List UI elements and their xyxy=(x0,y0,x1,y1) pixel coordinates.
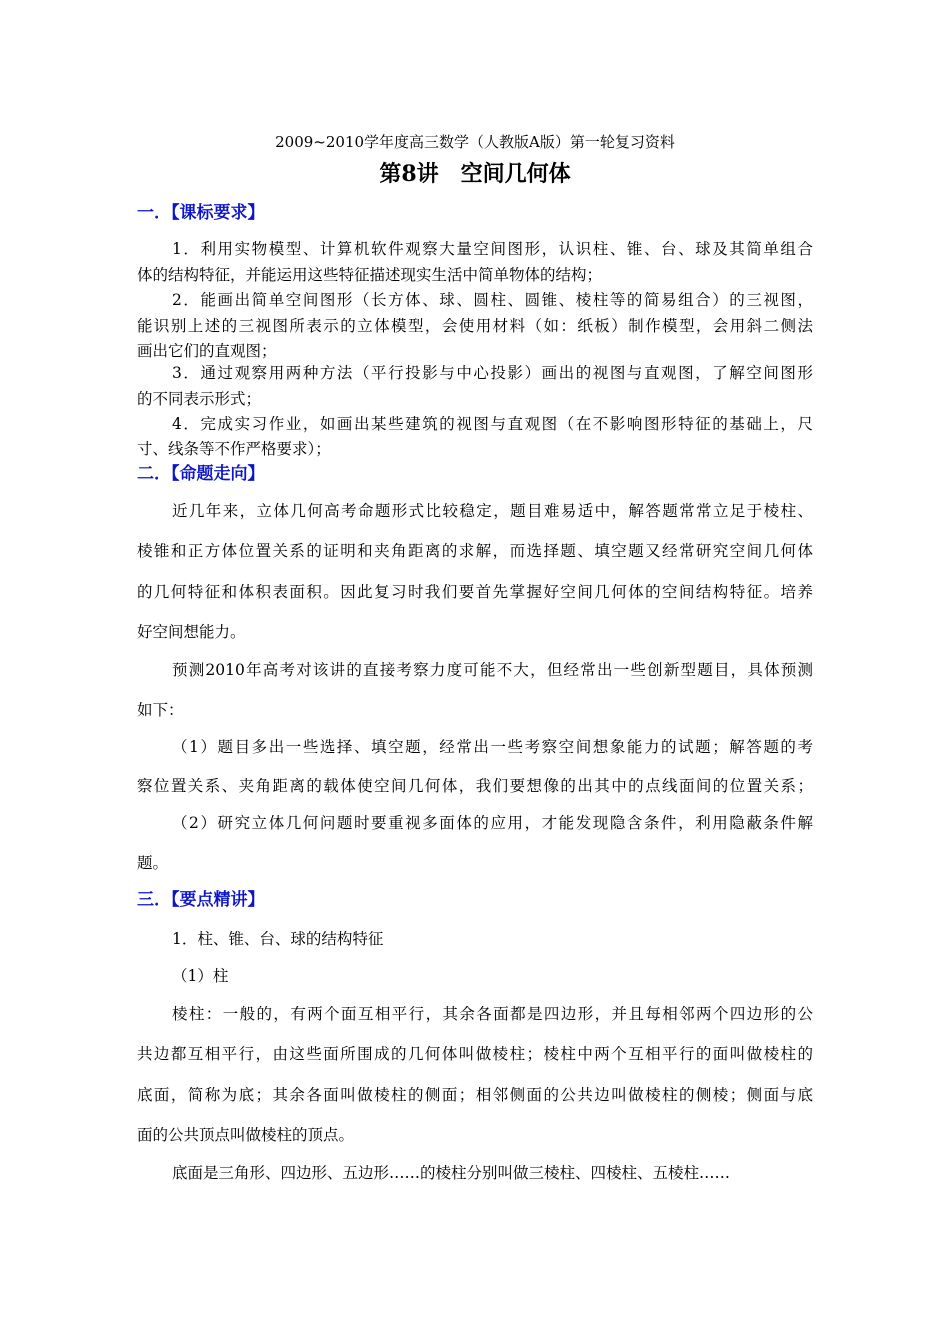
paragraph-line: 3．通过观察用两种方法（平行投影与中心投影）画出的视图与直观图，了解空间图形 xyxy=(172,364,813,382)
paragraph-line: 好空间想能力。 xyxy=(137,623,246,641)
paragraph-line: 棱锥和正方体位置关系的证明和夹角距离的求解，而选择题、填空题又经常研究空间几何体 xyxy=(137,542,813,560)
paragraph-line: （1）题目多出一些选择、填空题，经常出一些考察空间想象能力的试题；解答题的考 xyxy=(172,738,813,756)
paragraph-line: 画出它们的直观图； xyxy=(137,342,277,360)
paragraph-line: 2．能画出简单空间图形（长方体、球、圆柱、圆锥、棱柱等的简易组合）的三视图， xyxy=(172,291,813,309)
paragraph-line: 寸、线条等不作严格要求）； xyxy=(137,440,331,458)
paragraph-line: 体的结构特征，并能运用这些特征描述现实生活中简单物体的结构； xyxy=(137,266,603,284)
paragraph-line: 的几何特征和体积表面积。因此复习时我们要首先掌握好空间几何体的空间结构特征。培养 xyxy=(137,583,813,601)
paragraph-line: 如下： xyxy=(137,701,184,719)
paragraph-line: 预测2010年高考对该讲的直接考察力度可能不大，但经常出一些创新型题目，具体预测 xyxy=(172,661,813,679)
paragraph-line: 能识别上述的三视图所表示的立体模型，会使用材料（如：纸板）制作模型，会用斜二侧法 xyxy=(137,317,813,335)
subsection-title: （1）柱 xyxy=(172,967,229,985)
paragraph-line: 共边都互相平行，由这些面所围成的几何体叫做棱柱；棱柱中两个互相平行的面叫做棱柱的 xyxy=(137,1045,813,1063)
paragraph-line: 4．完成实习作业，如画出某些建筑的视图与直观图（在不影响图形特征的基础上，尺 xyxy=(172,415,813,433)
paragraph-line: 的不同表示形式； xyxy=(137,390,262,408)
paragraph-line: 棱柱：一般的，有两个面互相平行，其余各面都是四边形，并且每相邻两个四边形的公 xyxy=(172,1005,813,1023)
section-heading-trends: 二．【命题走向】 xyxy=(137,464,265,484)
paragraph-line: （2）研究立体几何问题时要重视多面体的应用，才能发现隐含条件，利用隐蔽条件解 xyxy=(172,814,813,832)
paragraph-line: 面的公共顶点叫做棱柱的顶点。 xyxy=(137,1126,355,1144)
paragraph-line: 1．利用实物模型、计算机软件观察大量空间图形，认识柱、锥、台、球及其简单组合 xyxy=(172,240,813,258)
paragraph-line: 题。 xyxy=(137,854,169,872)
paragraph-line: 近几年来，立体几何高考命题形式比较稳定，题目难易适中，解答题常常立足于棱柱、 xyxy=(172,502,813,520)
subsection-title: 1．柱、锥、台、球的结构特征 xyxy=(172,930,384,948)
document-subtitle: 2009~2010学年度高三数学（人教版A版）第一轮复习资料 xyxy=(275,133,675,151)
paragraph-line: 底面，简称为底；其余各面叫做棱柱的侧面；相邻侧面的公共边叫做棱柱的侧棱；侧面与底 xyxy=(137,1086,813,1104)
lecture-title: 第8讲 空间几何体 xyxy=(379,161,571,187)
section-heading-key-points: 三．【要点精讲】 xyxy=(137,890,265,910)
paragraph-line: 察位置关系、夹角距离的载体使空间几何体，我们要想像的出其中的点线面间的位置关系； xyxy=(137,777,813,795)
paragraph-line: 底面是三角形、四边形、五边形……的棱柱分别叫做三棱柱、四棱柱、五棱柱…… xyxy=(172,1164,731,1182)
section-heading-curriculum: 一．【课标要求】 xyxy=(137,203,265,223)
